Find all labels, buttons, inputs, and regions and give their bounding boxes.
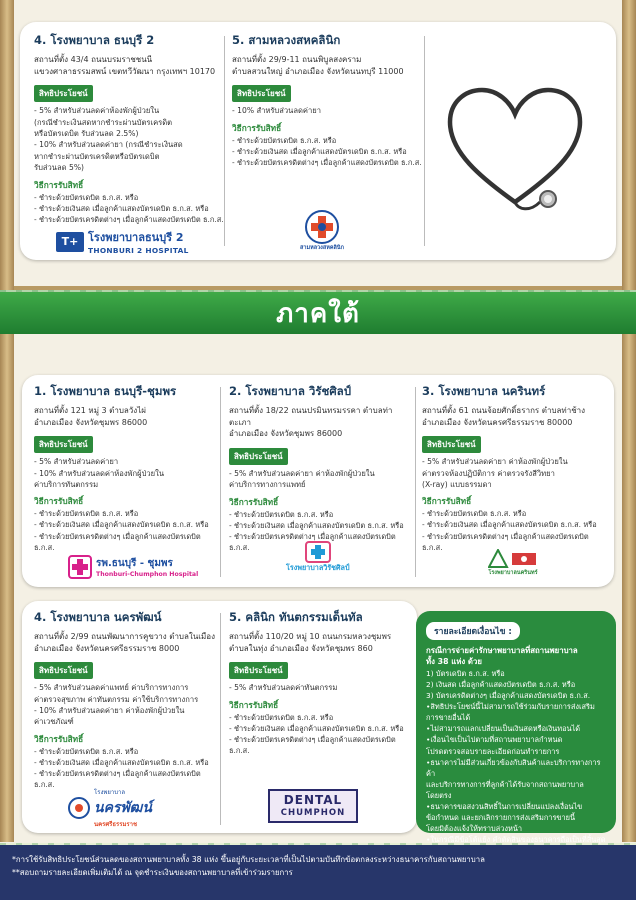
- payment-line: - ชำระด้วยเงินสด เมื่อลูกค้าแสดงบัตรเดบิต ธ.ก.ส. หรือ: [229, 520, 404, 530]
- address-line: สถานที่ตั้ง 110/20 หมู่ 10 ถนนกรมหลวงชุมพร: [229, 632, 392, 641]
- conditions-heading: [426, 646, 606, 668]
- payment-list: [34, 746, 219, 790]
- address-line: สถานที่ตั้ง 2/99 ถนนพัฒนาการคูขวาง ตำบลในเมือง: [34, 632, 216, 641]
- hospital-address: [229, 405, 414, 440]
- payment-list: [229, 712, 414, 756]
- conditions-list: [426, 668, 606, 846]
- payment-list: [232, 135, 422, 168]
- payment-line: - ชำระด้วยบัตรเครดิตต่างๆ เมื่อลูกค้าแสดงบัตรเดบิต ธ.ก.ส.: [34, 531, 201, 552]
- condition-line: •ธนาคารขอสงวนสิทธิ์ในการเปลี่ยนแปลงเงื่อนไข: [426, 802, 583, 812]
- samluang-seal-icon: [305, 210, 339, 244]
- payment-line: - ชำระด้วยบัตรเดบิต ธ.ก.ส. หรือ: [34, 509, 139, 519]
- payment-line: - ชำระด้วยบัตรเครดิตต่างๆ เมื่อลูกค้าแสดงบัตรเดบิต ธ.ก.ส.: [229, 531, 396, 552]
- payment-title: วิธีการรับสิทธิ์: [232, 122, 282, 133]
- hospital-nakhonpat-section: [34, 609, 219, 790]
- benefit-badge: สิทธิประโยชน์: [34, 436, 93, 453]
- benefit-list: [34, 682, 219, 728]
- clinic-address: [229, 631, 414, 654]
- hospital-title: 3. โรงพยาบาล นครินทร์: [422, 384, 546, 398]
- nakharin-logo: [488, 549, 538, 577]
- hospital-title: 1. โรงพยาบาล ธนบุรี-ชุมพร: [34, 384, 177, 398]
- benefit-badge: สิทธิประโยชน์: [232, 85, 291, 102]
- clinic-dental-chumphon-section: [229, 609, 414, 756]
- virajsilp-logo-text: โรงพยาบาลวิรัชศิลป์: [286, 563, 350, 572]
- benefit-line: หากชำระผ่านบัตรเครดิตหรือบัตรเดบิต: [34, 151, 160, 161]
- conditions-heading-line: กรณีการจ่ายค่ารักษาพยาบาลที่สถานพยาบาล: [426, 646, 578, 655]
- frame-edge-left: [0, 330, 14, 842]
- payment-line: - ชำระด้วยเงินสด เมื่อลูกค้าแสดงบัตรเดบิต ธ.ก.ส. หรือ: [232, 146, 407, 156]
- benefit-badge: สิทธิประโยชน์: [422, 436, 481, 453]
- dental-logo-line2: CHUMPHON: [280, 807, 346, 818]
- payment-line: - ชำระด้วยบัตรเดบิต ธ.ก.ส. หรือ: [232, 135, 337, 145]
- benefit-list: [34, 456, 219, 490]
- condition-line: •ธนาคารไม่มีส่วนเกี่ยวข้องกับสินค้าและบริการทางการค้า: [426, 757, 601, 778]
- condition-line: •ในกรณีมีข้อโต้แย้ง คำตัดสินของธนาคารถือเป็นที่สิ้นสุด: [426, 835, 606, 845]
- benefit-list: [422, 456, 610, 490]
- column-divider: [424, 36, 425, 246]
- hospital-virajsilp-section: [229, 383, 414, 553]
- payment-title: วิธีการรับสิทธิ์: [34, 496, 84, 507]
- hospital-address: [34, 54, 229, 77]
- condition-line: และบริการทางการที่ลูกค้าได้รับจากสถานพยาบาลโดยตรง: [426, 779, 584, 801]
- benefit-line: ค่าตรวจห้องปฏิบัติการ ค่าตรวจรังสีวิทยา: [422, 468, 555, 478]
- payment-line: - ชำระด้วยบัตรเครดิตต่างๆ เมื่อลูกค้าแสดงบัตรเดบิต ธ.ก.ส.: [422, 531, 589, 552]
- benefit-list: [232, 105, 422, 116]
- frame-edge-right: [622, 330, 636, 842]
- virajsilp-logo: [286, 541, 350, 574]
- benefit-line: - 5% สำหรับส่วนลดค่ายา ค่าห้องพักผู้ป่วยใน: [422, 457, 568, 467]
- payment-list: [34, 508, 219, 552]
- stethoscope-heart-image: [440, 82, 590, 221]
- benefit-badge: สิทธิประโยชน์: [229, 448, 288, 465]
- south-row1-card: [22, 375, 614, 587]
- benefit-list: [34, 105, 229, 173]
- address-line: อำเภอเมือง จังหวัดชุมพร 86000: [34, 417, 148, 427]
- thonburi2-logo-thai: โรงพยาบาลธนบุรี 2: [88, 231, 184, 244]
- address-line: สถานที่ตั้ง 121 หมู่ 3 ตำบลวังไผ่: [34, 406, 146, 415]
- hospital-address: [34, 405, 219, 428]
- address-line: สถานที่ตั้ง 61 ถนนจ้อยศักดิ์ธรากร ตำบลท่าช้าง: [422, 406, 586, 415]
- address-line: อำเภอเมือง จังหวัดชุมพร 86000: [229, 429, 343, 439]
- top-hospital-card: [20, 22, 616, 260]
- conditions-panel: [416, 611, 616, 845]
- benefit-badge: สิทธิประโยชน์: [34, 85, 93, 102]
- condition-line: โดยมิต้องแจ้งให้ทราบล่วงหน้า: [426, 824, 523, 834]
- column-divider: [415, 387, 416, 577]
- payment-line: - ชำระด้วยเงินสด เมื่อลูกค้าแสดงบัตรเดบิต ธ.ก.ส. หรือ: [34, 203, 209, 213]
- nakhonpat-logo-small: โรงพยาบาล: [94, 789, 126, 796]
- payment-line: - ชำระด้วยบัตรเดบิต ธ.ก.ส. หรือ: [229, 712, 334, 722]
- dental-logo-line1: DENTAL: [283, 793, 343, 808]
- payment-title: วิธีการรับสิทธิ์: [34, 179, 84, 190]
- benefit-line: - 5% สำหรับส่วนลดค่าแพทย์ ค่าบริการทางการ: [34, 683, 189, 693]
- benefit-line: - 10% สำหรับส่วนลดค่าห้องพักผู้ป่วยใน: [34, 468, 165, 478]
- payment-line: - ชำระด้วยบัตรเครดิตต่างๆ เมื่อลูกค้าแสดงบัตรเดบิต ธ.ก.ส.: [232, 157, 422, 167]
- address-line: ตำบลสวนใหญ่ อำเภอเมือง จังหวัดนนทบุรี 11000: [232, 66, 404, 76]
- payment-line: - ชำระด้วยบัตรเดบิต ธ.ก.ส. หรือ: [422, 509, 527, 519]
- condition-line: 1) บัตรเดบิต ธ.ก.ส. หรือ: [426, 668, 505, 678]
- benefit-line: - 5% สำหรับส่วนลดค่าห้องพักผู้ป่วยใน: [34, 106, 160, 116]
- hospital-title: 4. โรงพยาบาล นครพัฒน์: [34, 610, 162, 624]
- samluang-logo-text: สามหลวงสหคลินิก: [300, 245, 344, 251]
- region-band: [0, 292, 636, 334]
- south-row2-card: [22, 601, 417, 833]
- condition-line: ข้อกำหนด และยกเลิกรายการส่งเสริมการขายนี้: [426, 813, 576, 823]
- benefit-line: ค่าบริการทางการแพทย์: [229, 480, 306, 490]
- nakhonpat-logo-thai: นครพัฒน์: [94, 800, 152, 816]
- nakhonpat-logo-icon: [68, 797, 90, 819]
- payment-line: - ชำระด้วยเงินสด เมื่อลูกค้าแสดงบัตรเดบิต ธ.ก.ส. หรือ: [34, 520, 209, 530]
- frame-edge-right-top: [622, 0, 636, 290]
- stethoscope-icon: [440, 82, 590, 217]
- address-line: สถานที่ตั้ง 18/22 ถนนปรมินทรมรรคา ตำบลท่าตะเภา: [229, 406, 393, 427]
- payment-line: - ชำระด้วยบัตรเครดิตต่างๆ เมื่อลูกค้าแสดงบัตรเดบิต ธ.ก.ส.: [229, 734, 396, 755]
- benefit-line: ค่าเวชภัณฑ์: [34, 717, 74, 727]
- condition-line: •ไม่สามารถแลกเปลี่ยนเป็นเงินสดหรือเงินทอนได้: [426, 724, 581, 734]
- hospital-nakharin-section: [422, 383, 610, 553]
- condition-line: 2) เงินสด เมื่อลูกค้าแสดงบัตรเดบิต ธ.ก.ส. หรือ: [426, 679, 576, 689]
- virajsilp-logo-icon: [305, 541, 331, 563]
- condition-line: โปรดตรวจสอบรายละเอียดก่อนทำรายการ: [426, 746, 560, 756]
- nakhonpat-logo: [68, 787, 152, 829]
- clinic-title: 5. คลินิก ทันตกรรมเด็นทัล: [229, 610, 363, 624]
- address-line: สถานที่ตั้ง 43/4 ถนนบรมราชชนนี: [34, 55, 153, 64]
- clinic-title: 5. สามหลวงสหคลินิก: [232, 33, 341, 47]
- footer-line-1: *การใช้รับสิทธิประโยชน์ส่วนลดของสถานพยาบาลทั้ง 38 แห่ง ขึ้นอยู่กับระยะเวลาที่เป็นไปตามบันทึกข้อตกลงระหว่างธนาคารกับสถานพยาบาล: [12, 855, 485, 864]
- benefit-list: [229, 468, 414, 491]
- conditions-heading-line: ทั้ง 38 แห่ง ด้วย: [426, 656, 482, 666]
- condition-line: •เงื่อนไขเป็นไปตามที่สถานพยาบาลกำหนด: [426, 735, 563, 745]
- benefit-line: - 10% สำหรับส่วนลดค่ายา: [232, 106, 321, 116]
- frame-edge-left-top: [0, 0, 14, 290]
- address-line: แขวงศาลาธรรมสพน์ เขตทวีวัฒนา กรุงเทพฯ 10170: [34, 66, 216, 76]
- payment-title: วิธีการรับสิทธิ์: [34, 733, 84, 744]
- payment-line: - ชำระด้วยเงินสด เมื่อลูกค้าแสดงบัตรเดบิต ธ.ก.ส. หรือ: [34, 757, 209, 767]
- thonburi2-logo: [56, 228, 189, 255]
- payment-line: - ชำระด้วยบัตรเดบิต ธ.ก.ส. หรือ: [229, 509, 334, 519]
- payment-line: - ชำระด้วยบัตรเครดิตต่างๆ เมื่อลูกค้าแสดงบัตรเดบิต ธ.ก.ส.: [34, 214, 224, 224]
- hospital-address: [422, 405, 610, 428]
- benefit-badge: สิทธิประโยชน์: [229, 662, 288, 679]
- thonburi2-logo-english: THONBURI 2 HOSPITAL: [88, 246, 189, 255]
- payment-title: วิธีการรับสิทธิ์: [229, 699, 279, 710]
- condition-line: การขายอื่นได้: [426, 713, 471, 723]
- nakhonpat-logo-sub: นครศรีธรรมราช: [94, 821, 138, 828]
- thonburi-chumphon-logo-icon: [68, 555, 92, 579]
- payment-title: วิธีการรับสิทธิ์: [422, 496, 472, 507]
- payment-list: [422, 508, 610, 552]
- payment-line: - ชำระด้วยบัตรเครดิตต่างๆ เมื่อลูกค้าแสดงบัตรเดบิต ธ.ก.ส.: [34, 768, 201, 790]
- column-divider: [220, 613, 221, 825]
- benefit-badge: สิทธิประโยชน์: [34, 662, 93, 679]
- payment-list: [34, 192, 229, 225]
- benefit-line: - 5% สำหรับส่วนลดค่ายา: [34, 457, 119, 467]
- footer-note: [0, 845, 636, 900]
- benefit-line: (X-ray) แบบธรรมดา: [422, 479, 492, 489]
- benefit-line: - 5% สำหรับส่วนลดค่ายา ค่าห้องพักผู้ป่วยใน: [229, 468, 375, 478]
- thonburi-chumphon-logo-english: Thonburi-Chumphon Hospital: [96, 571, 199, 578]
- thonburi-chumphon-logo: [68, 555, 198, 579]
- benefit-line: - 5% สำหรับส่วนลดค่าทันตกรรม: [229, 683, 338, 693]
- conditions-title: รายละเอียดเงื่อนไข :: [426, 622, 520, 640]
- column-divider: [224, 36, 225, 246]
- address-line: อำเภอเมือง จังหวัดนครศรีธรรมราช 8000: [34, 643, 180, 653]
- clinic-address: [232, 54, 422, 77]
- payment-title: วิธีการรับสิทธิ์: [229, 496, 279, 507]
- condition-line: •สิทธิประโยชน์นี้ไม่สามารถใช้ร่วมกับรายการส่งเสริม: [426, 702, 595, 712]
- payment-line: - ชำระด้วยบัตรเดบิต ธ.ก.ส. หรือ: [34, 746, 139, 756]
- hospital-address: [34, 631, 219, 654]
- benefit-line: ค่าตรวจสุขภาพ ค่าทันตกรรม ค่าใช้บริการทางการ: [34, 694, 199, 704]
- payment-line: - ชำระด้วยเงินสด เมื่อลูกค้าแสดงบัตรเดบิต ธ.ก.ส. หรือ: [422, 520, 597, 530]
- samluang-logo: [300, 210, 344, 252]
- address-line: อำเภอเมือง จังหวัดนครศรีธรรมราช 80000: [422, 417, 573, 427]
- condition-line: 3) บัตรเครดิตต่างๆ เมื่อลูกค้าแสดงบัตรเดบิต ธ.ก.ส.: [426, 691, 591, 701]
- benefit-line: หรือบัตรเดบิต รับส่วนลด 2.5%): [34, 128, 139, 138]
- payment-line: - ชำระด้วยเงินสด เมื่อลูกค้าแสดงบัตรเดบิต ธ.ก.ส. หรือ: [229, 723, 404, 733]
- benefit-line: รับส่วนลด 5%): [34, 163, 84, 173]
- nakharin-logo-text: โรงพยาบาลนครินทร์: [488, 570, 538, 576]
- payment-line: - ชำระด้วยบัตรเดบิต ธ.ก.ส. หรือ: [34, 192, 139, 202]
- nakharin-logo-icon: [488, 549, 538, 569]
- region-title: ภาคใต้: [276, 298, 360, 329]
- benefit-line: - 10% สำหรับส่วนลดค่ายา (กรณีชำระเงินสด: [34, 140, 183, 150]
- hospital-title: 2. โรงพยาบาล วิรัชศิลป์: [229, 384, 352, 398]
- footer-line-2: **สอบถามรายละเอียดเพิ่มเติมได้ ณ จุดชำระเงินของสถานพยาบาลที่เข้าร่วมรายการ: [12, 868, 293, 878]
- benefit-list: [229, 682, 414, 693]
- hospital-thonburi2-section: [34, 32, 229, 225]
- thonburi2-logo-mark: T+: [56, 232, 84, 252]
- hospital-thonburi-chumphon-section: [34, 383, 219, 553]
- address-line: ตำบลในทุ่ง อำเภอเมือง จังหวัดชุมพร 860: [229, 643, 373, 653]
- address-line: สถานที่ตั้ง 29/9-11 ถนนพิบูลสงคราม: [232, 55, 362, 64]
- clinic-samluang-section: [232, 32, 422, 168]
- benefit-line: (กรณีชำระเงินสดหากชำระผ่านบัตรเครดิต: [34, 117, 173, 127]
- column-divider: [220, 387, 221, 577]
- benefit-line: - 10% สำหรับส่วนลดค่ายา ค่าห้องพักผู้ป่วยใน: [34, 705, 185, 715]
- thonburi-chumphon-logo-thai: รพ.ธนบุรี - ชุมพร: [96, 558, 173, 569]
- benefit-line: ค่าบริการทันตกรรม: [34, 479, 99, 489]
- hospital-title: 4. โรงพยาบาล ธนบุรี 2: [34, 33, 155, 47]
- dental-chumphon-logo: [268, 789, 358, 823]
